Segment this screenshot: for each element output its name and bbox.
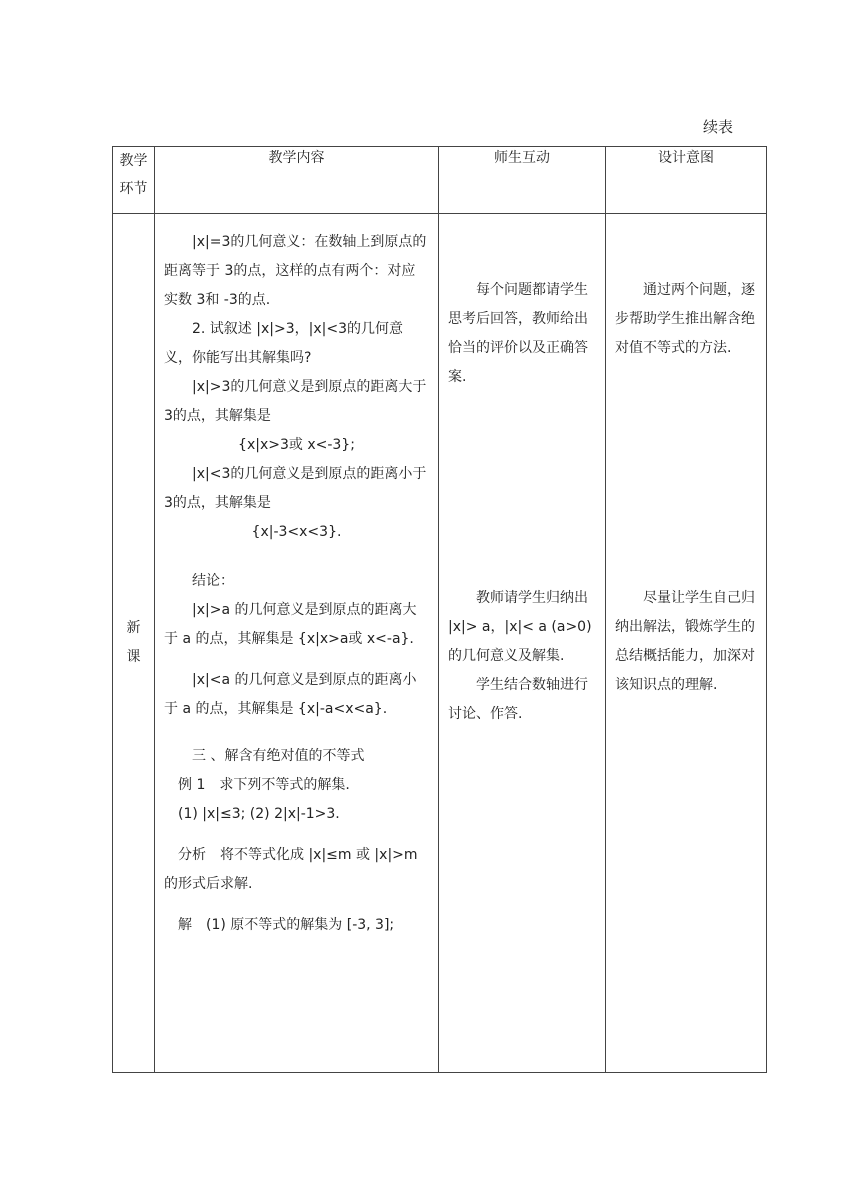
content-p12: (1) |x|≤3; (2) 2|x|-1>3. [178,806,340,822]
interaction-cell [439,214,606,1073]
body-row [113,214,767,1073]
content-p9: |x|<a 的几何意义是到原点的距离小于 a 的点，其解集是 {x|-a<x<a}. [164,672,417,717]
design-p2: 尽量让学生自己归纳出解法，锻炼学生的总结概括能力，加深对该知识点的理解. [615,590,755,693]
stage-char-2: 课 [126,649,141,665]
interaction-p2: 教师请学生归纳出 |x|> a，|x|< a (a>0) 的几何意义及解集. [448,590,592,664]
header-row [113,147,767,214]
header-interaction: 师生互动 [439,147,606,214]
stage-cell [113,214,155,1073]
content-cell [155,214,439,1073]
content-p3: |x|>3的几何意义是到原点的距离大于 3的点，其解集是 [164,379,427,424]
content-p1: |x|=3的几何意义：在数轴上到原点的距离等于 3的点，这样的点有两个：对应实数 3和 -3的点. [164,234,427,308]
design-p1: 通过两个问题，逐步帮助学生推出解含绝对值不等式的方法. [615,282,755,356]
stage-char-1: 新 [126,620,141,636]
design-cell [606,214,767,1073]
header-content: 教学内容 [155,147,439,214]
content-p7: 结论： [192,573,234,589]
content-p2: 2. 试叙述 |x|>3，|x|<3的几何意义，你能写出其解集吗? [164,321,403,366]
continuation-label: 续表 [702,118,733,136]
content-p6: {x|-3<x<3}. [251,524,342,540]
header-design: 设计意图 [606,147,767,214]
content-p10: 三 、解含有绝对值的不等式 [192,748,365,764]
lesson-table [112,146,767,1073]
content-p4: {x|x>3或 x<-3}; [238,437,355,453]
content-p11: 例 1 求下列不等式的解集. [178,777,350,793]
content-p13: 分析 将不等式化成 |x|≤m 或 |x|>m 的形式后求解. [164,847,418,892]
interaction-p1: 每个问题都请学生思考后回答，教师给出恰当的评价以及正确答案. [448,282,588,385]
content-p14: 解 (1) 原不等式的解集为 [-3, 3]; [178,917,395,933]
header-stage [113,147,155,214]
header-stage-line1: 教学 [119,153,148,169]
content-p5: |x|<3的几何意义是到原点的距离小于 3的点，其解集是 [164,466,427,511]
header-stage-line2: 环节 [119,181,148,197]
content-p8: |x|>a 的几何意义是到原点的距离大于 a 的点，其解集是 {x|x>a或 x<-a}. [164,602,417,647]
interaction-p3: 学生结合数轴进行讨论、作答. [448,677,588,722]
